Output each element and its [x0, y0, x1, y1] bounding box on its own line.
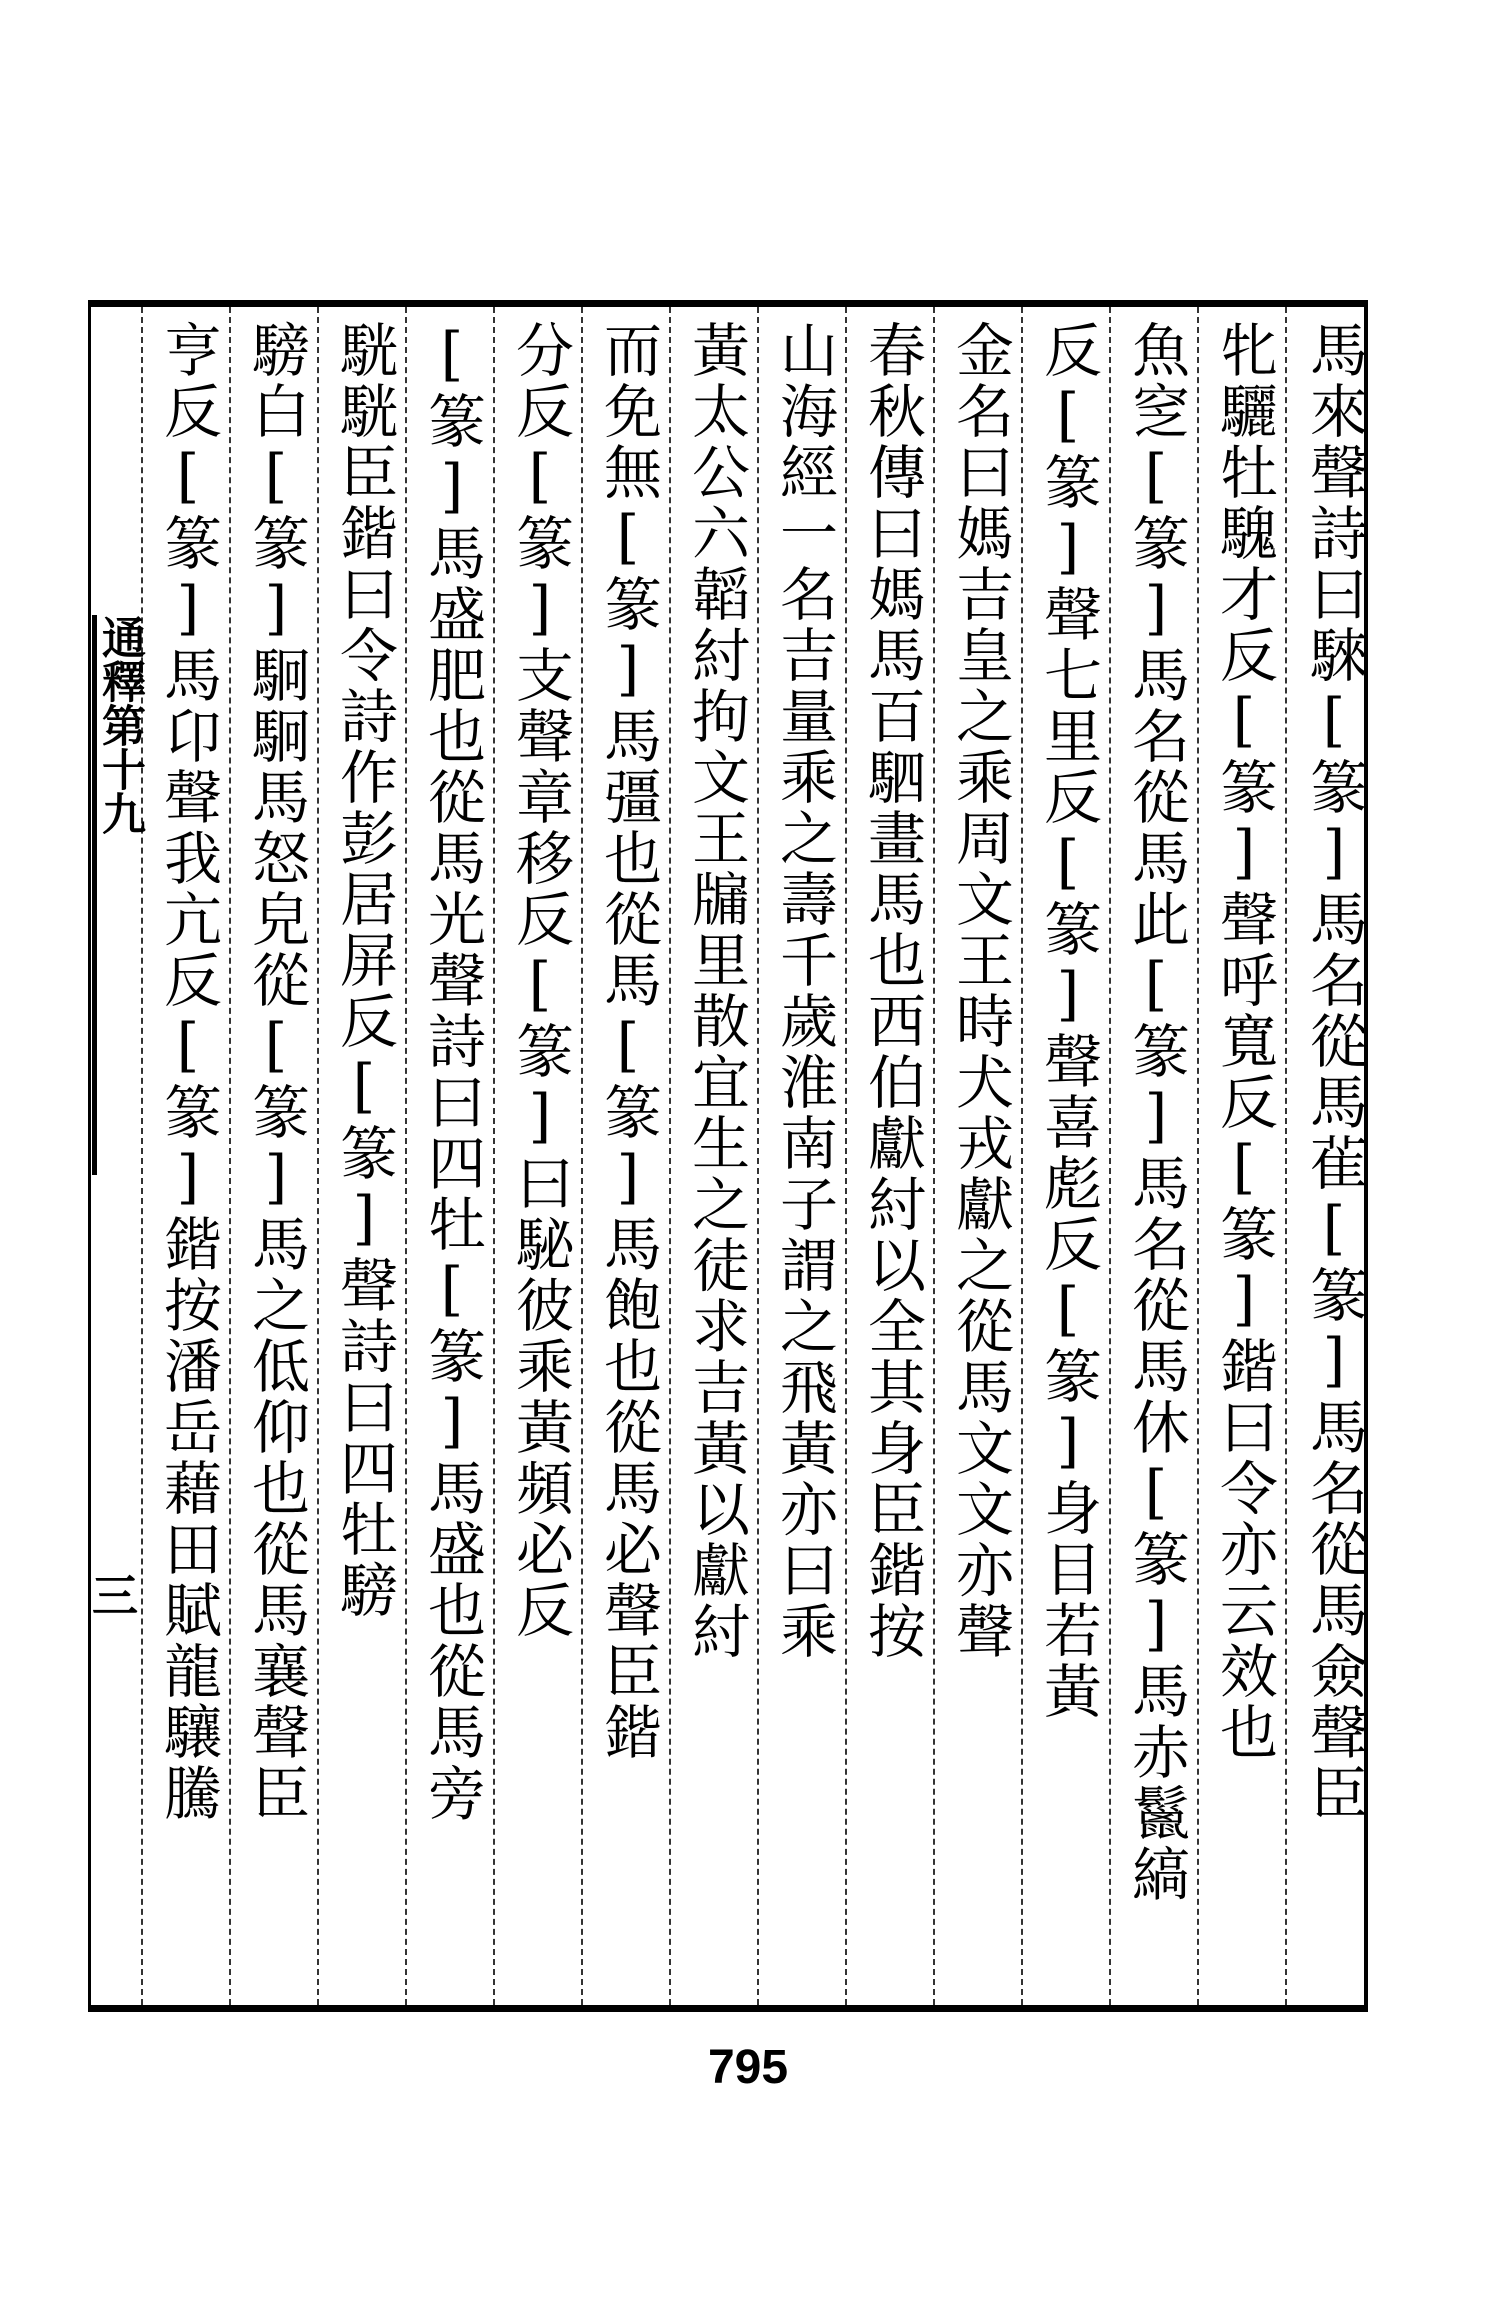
page-number: 795 — [707, 2041, 789, 2094]
column-rule — [229, 307, 231, 2005]
column-rule — [1197, 307, 1199, 2005]
text-column-13: 騯白[篆]駉駉馬怒皃從[篆]馬之低仰也從馬襄聲臣 — [242, 320, 310, 1824]
text-column-14: 亨反[篆]馬卬聲我亢反[篆]鍇按潘岳藉田賦龍驤騰 — [154, 320, 222, 1824]
column-rule — [405, 307, 407, 2005]
text-column-8: 黃太公六韜紂拘文王牖里散宜生之徒求吉黃以獻紂 — [682, 320, 750, 1662]
text-column-12: 駫駫臣鍇曰令詩作彭居屏反[篆]聲詩曰四牡騯 — [330, 320, 398, 1621]
text-column-3: 魚窆[篆]馬名從馬此[篆]馬名從馬休[篆]馬赤鬣縞 — [1122, 320, 1190, 1905]
column-rule — [141, 307, 143, 2005]
text-column-7: 山海經一名吉量乘之壽千歲淮南子謂之飛黃亦曰乘 — [770, 320, 838, 1662]
column-rule — [493, 307, 495, 2005]
column-rule — [1021, 307, 1023, 2005]
text-column-11: [篆]馬盛肥也從馬光聲詩曰四牡[篆]馬盛也從馬旁 — [418, 320, 486, 1824]
text-column-4: 反[篆]聲七里反[篆]聲喜彪反[篆]身目若黃 — [1034, 320, 1102, 1722]
column-rule — [1285, 307, 1287, 2005]
column-rule — [757, 307, 759, 2005]
column-rule — [317, 307, 319, 2005]
margin-title: 通釋第十九 — [92, 615, 139, 1175]
column-rule — [1109, 307, 1111, 2005]
margin-leaf-number: 三 — [92, 1569, 138, 1623]
text-column-1: 馬來聲詩曰騋[篆]馬名從馬雈[篆]馬名從馬僉聲臣 — [1300, 320, 1368, 1824]
text-column-10: 分反[篆]支聲章移反[篆]曰駜彼乘黃頻必反 — [506, 320, 574, 1641]
column-rule — [845, 307, 847, 2005]
column-rule — [933, 307, 935, 2005]
column-rule — [669, 307, 671, 2005]
text-column-5: 金名曰媽吉皇之乘周文王時犬戎獻之從馬文文亦聲 — [946, 320, 1014, 1662]
text-column-2: 牝驪牡騩才反[篆]聲呼寬反[篆]鍇曰令亦云效也 — [1210, 320, 1278, 1763]
column-rule — [581, 307, 583, 2005]
text-column-9: 而免無[篆]馬彊也從馬[篆]馬飽也從馬必聲臣鍇 — [594, 320, 662, 1763]
text-column-6: 春秋傳曰媽馬百駟畫馬也西伯獻紂以全其身臣鍇按 — [858, 320, 926, 1662]
